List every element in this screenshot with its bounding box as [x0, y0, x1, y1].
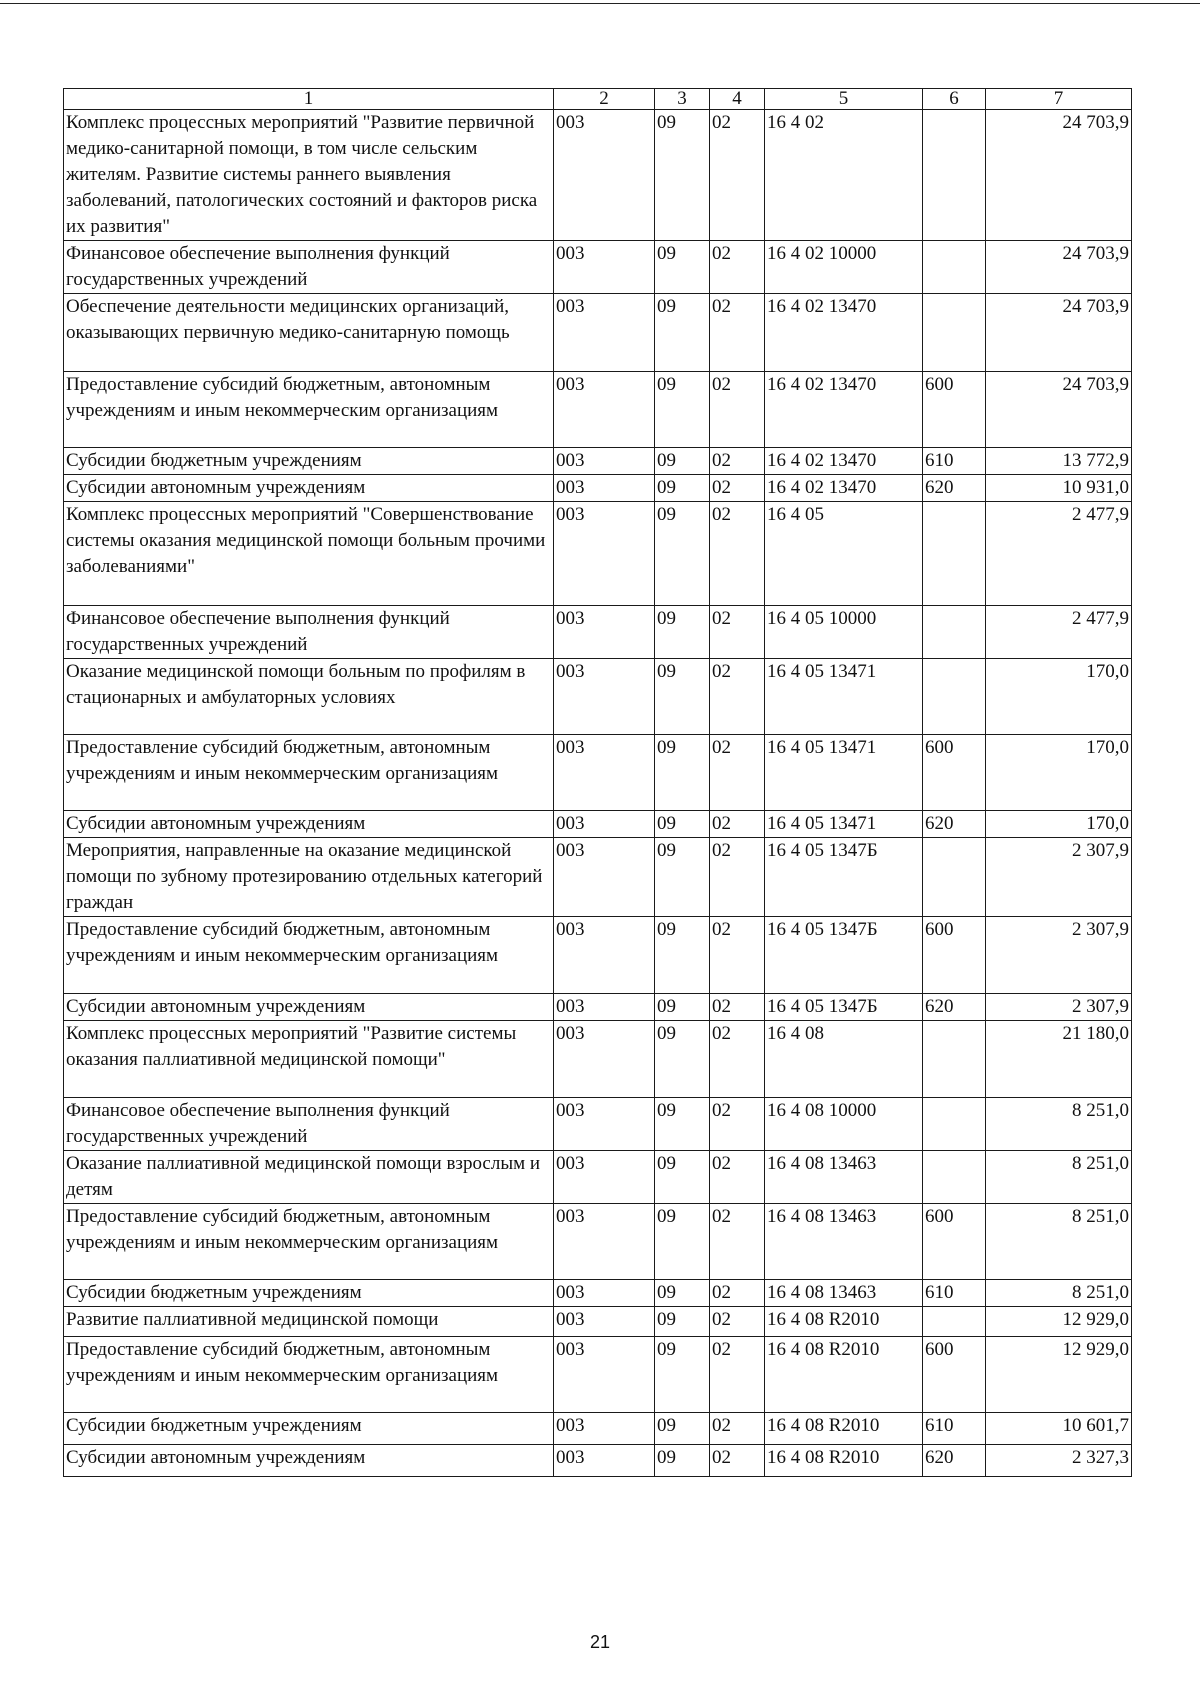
cell-c3: 09 — [655, 1098, 710, 1151]
cell-name: Субсидии автономным учреждениям — [64, 475, 554, 502]
cell-c4: 02 — [710, 502, 765, 606]
cell-name: Комплекс процессных мероприятий "Развитие системы оказания паллиативной медицинской помощи" — [64, 1021, 554, 1098]
cell-c2: 003 — [554, 1280, 655, 1307]
cell-c2: 003 — [554, 475, 655, 502]
cell-c4: 02 — [710, 811, 765, 838]
cell-c5: 16 4 05 1347Б — [765, 917, 923, 994]
cell-c7: 21 180,0 — [986, 1021, 1132, 1098]
cell-c4: 02 — [710, 1021, 765, 1098]
cell-name: Финансовое обеспечение выполнения функций государственных учреждений — [64, 241, 554, 294]
cell-c7: 8 251,0 — [986, 1098, 1132, 1151]
table-row — [64, 606, 1132, 659]
cell-c4: 02 — [710, 110, 765, 241]
table-row — [64, 1445, 1132, 1477]
cell-name: Комплекс процессных мероприятий "Совершенствование системы оказания медицинской помощи больным прочими заболеваниями" — [64, 502, 554, 606]
cell-c7: 24 703,9 — [986, 294, 1132, 372]
cell-c2: 003 — [554, 1098, 655, 1151]
table-row — [64, 1337, 1132, 1413]
cell-name: Субсидии автономным учреждениям — [64, 811, 554, 838]
cell-c3: 09 — [655, 1204, 710, 1280]
cell-c6: 600 — [923, 1204, 986, 1280]
cell-c7: 170,0 — [986, 659, 1132, 735]
cell-c7: 8 251,0 — [986, 1204, 1132, 1280]
cell-c2: 003 — [554, 1337, 655, 1413]
cell-c5: 16 4 05 — [765, 502, 923, 606]
cell-c5: 16 4 08 13463 — [765, 1280, 923, 1307]
cell-c5: 16 4 08 13463 — [765, 1151, 923, 1204]
cell-c6: 600 — [923, 372, 986, 448]
cell-c7: 2 477,9 — [986, 606, 1132, 659]
cell-c6 — [923, 1021, 986, 1098]
cell-c2: 003 — [554, 294, 655, 372]
cell-c3: 09 — [655, 1413, 710, 1445]
cell-c3: 09 — [655, 606, 710, 659]
cell-c6: 600 — [923, 917, 986, 994]
cell-c6: 600 — [923, 1337, 986, 1413]
cell-c3: 09 — [655, 448, 710, 475]
cell-c4: 02 — [710, 475, 765, 502]
table-row — [64, 1413, 1132, 1445]
header-cell: 3 — [655, 89, 710, 110]
top-rule — [0, 3, 1200, 4]
cell-c2: 003 — [554, 659, 655, 735]
cell-c3: 09 — [655, 1337, 710, 1413]
cell-name: Субсидии бюджетным учреждениям — [64, 1413, 554, 1445]
cell-c3: 09 — [655, 241, 710, 294]
cell-c7: 2 307,9 — [986, 838, 1132, 917]
cell-c5: 16 4 02 13470 — [765, 475, 923, 502]
cell-c5: 16 4 05 1347Б — [765, 838, 923, 917]
cell-name: Финансовое обеспечение выполнения функций государственных учреждений — [64, 606, 554, 659]
cell-c6: 610 — [923, 1413, 986, 1445]
cell-c3: 09 — [655, 1307, 710, 1337]
cell-c3: 09 — [655, 838, 710, 917]
cell-c5: 16 4 05 1347Б — [765, 994, 923, 1021]
cell-name: Мероприятия, направленные на оказание медицинской помощи по зубному протезированию отдельных категорий граждан — [64, 838, 554, 917]
cell-c5: 16 4 05 13471 — [765, 659, 923, 735]
cell-c5: 16 4 02 13470 — [765, 372, 923, 448]
cell-name: Субсидии автономным учреждениям — [64, 994, 554, 1021]
cell-c6: 620 — [923, 1445, 986, 1477]
cell-c2: 003 — [554, 502, 655, 606]
cell-c3: 09 — [655, 502, 710, 606]
cell-c2: 003 — [554, 1151, 655, 1204]
table-row — [64, 372, 1132, 448]
cell-c2: 003 — [554, 110, 655, 241]
cell-c7: 12 929,0 — [986, 1307, 1132, 1337]
table-row — [64, 294, 1132, 372]
table-row — [64, 1021, 1132, 1098]
cell-c3: 09 — [655, 811, 710, 838]
cell-c7: 2 327,3 — [986, 1445, 1132, 1477]
cell-c6 — [923, 241, 986, 294]
cell-c5: 16 4 08 R2010 — [765, 1307, 923, 1337]
cell-c4: 02 — [710, 1151, 765, 1204]
cell-c7: 10 601,7 — [986, 1413, 1132, 1445]
cell-name: Субсидии бюджетным учреждениям — [64, 448, 554, 475]
cell-c5: 16 4 02 13470 — [765, 448, 923, 475]
cell-c7: 2 477,9 — [986, 502, 1132, 606]
header-cell: 7 — [986, 89, 1132, 110]
cell-c2: 003 — [554, 1307, 655, 1337]
cell-c4: 02 — [710, 1413, 765, 1445]
cell-c2: 003 — [554, 606, 655, 659]
cell-c6: 620 — [923, 994, 986, 1021]
header-cell: 1 — [64, 89, 554, 110]
cell-name: Предоставление субсидий бюджетным, автономным учреждениям и иным некоммерческим организациям — [64, 1337, 554, 1413]
cell-c2: 003 — [554, 994, 655, 1021]
cell-c6 — [923, 659, 986, 735]
table-row — [64, 1098, 1132, 1151]
cell-c3: 09 — [655, 917, 710, 994]
cell-c2: 003 — [554, 1204, 655, 1280]
cell-c7: 2 307,9 — [986, 994, 1132, 1021]
cell-c6 — [923, 502, 986, 606]
cell-name: Предоставление субсидий бюджетным, автономным учреждениям и иным некоммерческим организациям — [64, 372, 554, 448]
cell-c4: 02 — [710, 1307, 765, 1337]
cell-c4: 02 — [710, 1445, 765, 1477]
cell-name: Предоставление субсидий бюджетным, автономным учреждениям и иным некоммерческим организациям — [64, 1204, 554, 1280]
cell-c5: 16 4 08 — [765, 1021, 923, 1098]
cell-c6 — [923, 606, 986, 659]
cell-c3: 09 — [655, 294, 710, 372]
header-cell: 6 — [923, 89, 986, 110]
cell-c3: 09 — [655, 1151, 710, 1204]
cell-c5: 16 4 08 R2010 — [765, 1445, 923, 1477]
cell-c6: 600 — [923, 735, 986, 811]
cell-c6: 610 — [923, 1280, 986, 1307]
cell-c2: 003 — [554, 372, 655, 448]
table-row — [64, 659, 1132, 735]
cell-c2: 003 — [554, 811, 655, 838]
table-row — [64, 1151, 1132, 1204]
cell-c5: 16 4 02 10000 — [765, 241, 923, 294]
header-row — [64, 89, 1132, 110]
cell-c7: 13 772,9 — [986, 448, 1132, 475]
cell-c4: 02 — [710, 994, 765, 1021]
cell-c6 — [923, 838, 986, 917]
cell-c6 — [923, 1307, 986, 1337]
cell-c7: 10 931,0 — [986, 475, 1132, 502]
table-row — [64, 448, 1132, 475]
cell-name: Оказание медицинской помощи больным по профилям в стационарных и амбулаторных условиях — [64, 659, 554, 735]
cell-name: Финансовое обеспечение выполнения функций государственных учреждений — [64, 1098, 554, 1151]
cell-c7: 24 703,9 — [986, 110, 1132, 241]
cell-c5: 16 4 08 10000 — [765, 1098, 923, 1151]
cell-c6: 610 — [923, 448, 986, 475]
cell-c5: 16 4 02 13470 — [765, 294, 923, 372]
cell-c3: 09 — [655, 994, 710, 1021]
cell-name: Обеспечение деятельности медицинских организаций, оказывающих первичную медико-санитарную помощь — [64, 294, 554, 372]
cell-c5: 16 4 08 R2010 — [765, 1337, 923, 1413]
table-row — [64, 1307, 1132, 1337]
cell-name: Субсидии бюджетным учреждениям — [64, 1280, 554, 1307]
cell-c7: 24 703,9 — [986, 372, 1132, 448]
table-row — [64, 735, 1132, 811]
cell-c5: 16 4 05 10000 — [765, 606, 923, 659]
cell-c3: 09 — [655, 372, 710, 448]
cell-c7: 24 703,9 — [986, 241, 1132, 294]
cell-c5: 16 4 05 13471 — [765, 735, 923, 811]
cell-c2: 003 — [554, 838, 655, 917]
cell-c3: 09 — [655, 1280, 710, 1307]
cell-c4: 02 — [710, 372, 765, 448]
table-row — [64, 110, 1132, 241]
cell-name: Предоставление субсидий бюджетным, автономным учреждениям и иным некоммерческим организациям — [64, 917, 554, 994]
cell-c4: 02 — [710, 1337, 765, 1413]
cell-c4: 02 — [710, 241, 765, 294]
cell-c7: 12 929,0 — [986, 1337, 1132, 1413]
cell-name: Субсидии автономным учреждениям — [64, 1445, 554, 1477]
cell-c6: 620 — [923, 811, 986, 838]
cell-c3: 09 — [655, 659, 710, 735]
cell-c4: 02 — [710, 294, 765, 372]
cell-c7: 2 307,9 — [986, 917, 1132, 994]
cell-c2: 003 — [554, 917, 655, 994]
cell-c4: 02 — [710, 735, 765, 811]
cell-c7: 170,0 — [986, 811, 1132, 838]
cell-c3: 09 — [655, 1445, 710, 1477]
cell-c4: 02 — [710, 917, 765, 994]
cell-c2: 003 — [554, 1413, 655, 1445]
table-row — [64, 1280, 1132, 1307]
cell-c6 — [923, 294, 986, 372]
table-row — [64, 475, 1132, 502]
table-row — [64, 502, 1132, 606]
table-row — [64, 1204, 1132, 1280]
cell-c6: 620 — [923, 475, 986, 502]
cell-c2: 003 — [554, 448, 655, 475]
cell-c4: 02 — [710, 838, 765, 917]
cell-c2: 003 — [554, 1445, 655, 1477]
table-row — [64, 917, 1132, 994]
budget-table — [63, 88, 1132, 1477]
cell-c6 — [923, 110, 986, 241]
cell-name: Оказание паллиативной медицинской помощи взрослым и детям — [64, 1151, 554, 1204]
cell-c5: 16 4 08 R2010 — [765, 1413, 923, 1445]
cell-c5: 16 4 08 13463 — [765, 1204, 923, 1280]
cell-c3: 09 — [655, 1021, 710, 1098]
cell-name: Комплекс процессных мероприятий "Развитие первичной медико-санитарной помощи, в том числе сельским жителям. Развитие системы раннего выявления заболеваний, патологических состояний и факторов риска их развития" — [64, 110, 554, 241]
table-row — [64, 994, 1132, 1021]
cell-c5: 16 4 05 13471 — [765, 811, 923, 838]
cell-c7: 170,0 — [986, 735, 1132, 811]
cell-c7: 8 251,0 — [986, 1280, 1132, 1307]
cell-c6 — [923, 1151, 986, 1204]
table-row — [64, 811, 1132, 838]
header-cell: 2 — [554, 89, 655, 110]
cell-c4: 02 — [710, 606, 765, 659]
cell-name: Развитие паллиативной медицинской помощи — [64, 1307, 554, 1337]
cell-c4: 02 — [710, 1280, 765, 1307]
cell-c4: 02 — [710, 1204, 765, 1280]
table-row — [64, 838, 1132, 917]
cell-c3: 09 — [655, 735, 710, 811]
cell-c6 — [923, 1098, 986, 1151]
cell-c3: 09 — [655, 110, 710, 241]
cell-c2: 003 — [554, 735, 655, 811]
cell-c2: 003 — [554, 241, 655, 294]
cell-name: Предоставление субсидий бюджетным, автономным учреждениям и иным некоммерческим организациям — [64, 735, 554, 811]
cell-c4: 02 — [710, 1098, 765, 1151]
header-cell: 5 — [765, 89, 923, 110]
cell-c4: 02 — [710, 448, 765, 475]
cell-c7: 8 251,0 — [986, 1151, 1132, 1204]
table-row — [64, 241, 1132, 294]
cell-c5: 16 4 02 — [765, 110, 923, 241]
cell-c2: 003 — [554, 1021, 655, 1098]
cell-c4: 02 — [710, 659, 765, 735]
page-number: 21 — [589, 1632, 611, 1652]
header-cell: 4 — [710, 89, 765, 110]
cell-c3: 09 — [655, 475, 710, 502]
